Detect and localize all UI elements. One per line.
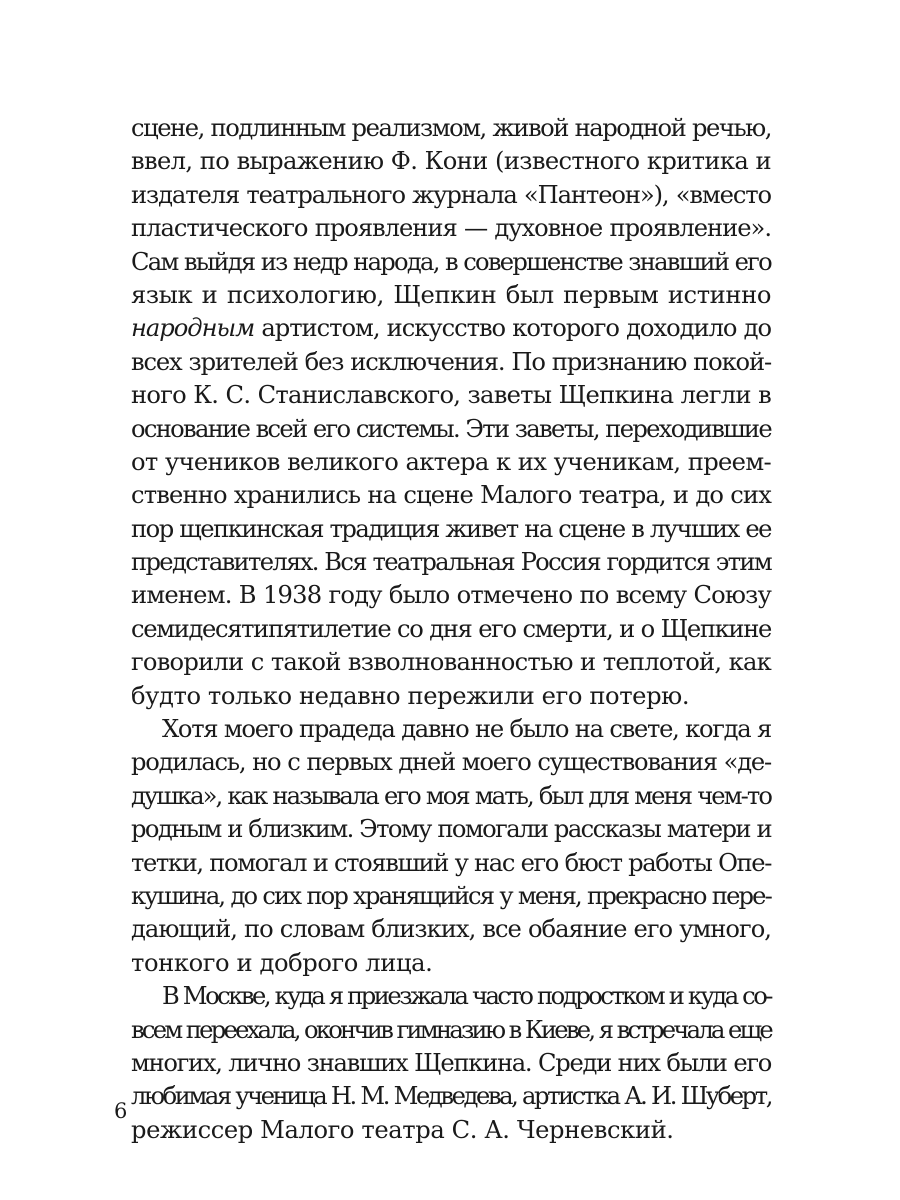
text-line: будто только недавно пережили его потерю. (131, 681, 690, 710)
text-line: родным и близким. Этому помогали рассказы матери и (131, 815, 771, 844)
paragraph-2 (131, 713, 771, 980)
text-line: основание всей его системы. Эти заветы, переходившие (131, 414, 771, 443)
text-line: любимая ученица Н. М. Медведева, артистка А. И. Шуберт, (131, 1082, 771, 1111)
page-number: 6 (114, 1099, 128, 1123)
text-line: Хотя моего прадеда давно не было на свете, когда я (162, 715, 771, 744)
text-line: душка», как называла его моя мать, был для меня чем-то (131, 781, 771, 810)
text-line: представителях. Вся театральная Россия гордится этим (131, 548, 771, 577)
text-line: тонкого и доброго лица. (131, 948, 433, 977)
paragraph-3 (131, 980, 771, 1147)
text-line: многих, лично знавших Щепкина. Среди них были его (131, 1048, 771, 1077)
text-line: всех зрителей без исключения. По признанию покой- (131, 347, 771, 376)
emphasis-word: народным (131, 314, 255, 343)
text-line: говорили с такой взволнованностью и теплотой, как (131, 648, 771, 677)
text-line: кушина, до сих пор хранящийся у меня, прекрасно пере- (131, 881, 771, 910)
text-line: язык и психологию, Щепкин был первым истинно (131, 280, 771, 309)
text-line: режиссер Малого театра С. А. Черневский. (131, 1115, 674, 1144)
text-line: именем. В 1938 году было отмечено по всему Союзу (131, 581, 771, 610)
text-line: пор щепкинская традиция живет на сцене в лучших ее (131, 514, 771, 543)
text-line-rest: артистом, искусство которого доходило до (254, 314, 771, 343)
text-line: издателя театрального журнала «Пантеон»), «вместо (131, 180, 771, 209)
text-line: от учеников великого актера к их ученикам, преем- (131, 447, 771, 476)
text-line: ного К. С. Станиславского, заветы Щепкина легли в (131, 381, 771, 410)
text-line: ввел, по выражению Ф. Кони (известного критика и (131, 147, 771, 176)
text-line: пластического проявления — духовное проявление». (131, 214, 771, 243)
text-line: В Москве, куда я приезжала часто подростком и куда со- (162, 982, 771, 1011)
text-line: тетки, помогал и стоявший у нас его бюст работы Опе- (131, 848, 771, 877)
text-line: всем переехала, окончив гимназию в Киеве, я встречала еще (131, 1015, 771, 1044)
text-line: ственно хранились на сцене Малого театра, и до сих (131, 481, 771, 510)
text-line (131, 312, 771, 345)
text-line: сцене, подлинным реализмом, живой народной речью, (131, 114, 771, 142)
text-line: дающий, по словам близких, все обаяние его умного, (131, 915, 771, 944)
text-line: семидесятипятилетие со дня его смерти, и о Щепкине (131, 614, 771, 643)
text-line: родилась, но с первых дней моего существования «де- (131, 748, 771, 777)
body-text (131, 112, 771, 1147)
text-line: Сам выйдя из недр народа, в совершенстве знавший его (131, 247, 771, 276)
paragraph-1 (131, 112, 771, 713)
